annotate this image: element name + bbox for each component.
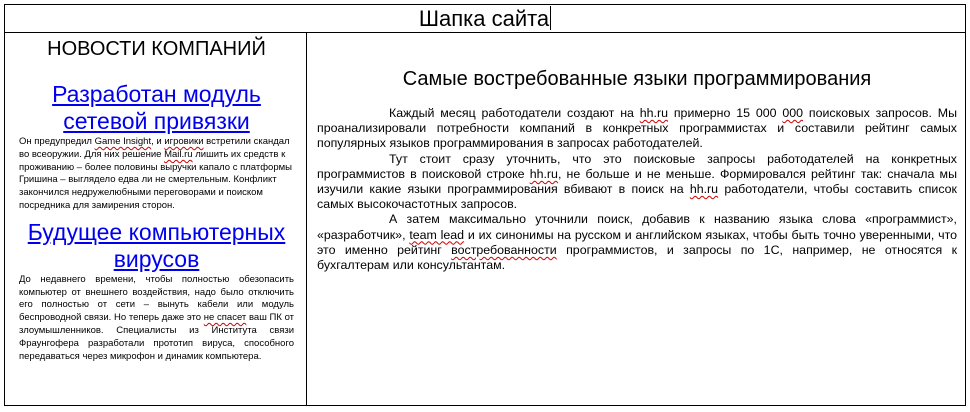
article-term-spellcheck: hh.ru xyxy=(689,182,719,197)
article-term-spellcheck: hh.ru xyxy=(639,106,669,120)
news-term-spellcheck: игровики xyxy=(164,136,204,147)
news-text-segment: , и xyxy=(151,136,165,147)
news-text-segment: лишить их средств к проживанию – более половины выручки капало с платформы Гришина – выглядело едва ли не смертельным. Конфликт закончился недружелюбными переговорами и поиском посредника для замирения сторон. xyxy=(19,148,292,211)
article-content xyxy=(307,33,965,405)
article-title: Самые востребованные языки программирования xyxy=(402,68,872,90)
article-text-segment: и их синонимы на русском и английском языках, чтобы быть точно уверенными, что это именно рейтинг xyxy=(317,227,957,257)
article-term-spellcheck: востребованности xyxy=(451,242,557,257)
article-text-segment: Тут стоит сразу уточнить, что это поисковые запросы работодателей на конкретных программистов в поисковой строке xyxy=(317,151,957,181)
article-text-segment: А затем максимально уточнили поиск, добавив к названию языка слова «программист», «разработчик», xyxy=(317,212,957,242)
news-text-segment: встретили скандал во всеоружии. Для них решение xyxy=(19,136,290,160)
article-text-segment: работодатели, чтобы составить список самых высокочастотных запросов. xyxy=(317,182,957,212)
text-cursor xyxy=(550,6,551,30)
site-header xyxy=(5,5,965,33)
article-text-segment: поисковых запросов. Мы проанализировали потребности компаний в конкретных программистах и составили рейтинг самых популярных языков программирования в запросах работодателей. xyxy=(317,106,957,151)
news-text-segment: До недавнего времени, чтобы полностью обезопасить компьютер от внешнего воздействия, надо было отключить его полностью от сети – вынуть кабели или модуль беспроводной связи. Но теперь даже это xyxy=(19,273,294,324)
sidebar-title: НОВОСТИ КОМПАНИЙ xyxy=(47,38,266,60)
news-term-spellcheck: Game Insight xyxy=(94,136,152,147)
article-text-segment: примерно 15 000 xyxy=(668,106,783,120)
article-term-spellcheck: hh.ru xyxy=(529,166,558,181)
article-term-spellcheck: team lead xyxy=(409,227,465,242)
news-headline-network-module[interactable]: Разработан модуль сетевой привязки xyxy=(52,81,261,134)
article-paragraph-3 xyxy=(317,212,957,273)
news-text-network-module xyxy=(19,136,294,213)
article-paragraph-1 xyxy=(317,106,957,152)
news-headline-computer-viruses[interactable]: Будущее компьютерных вирусов xyxy=(27,218,286,272)
news-text-segment: ваш ПК от злоумышленников. Специалисты из Института связи Фраунгофера разработали прототип вируса, способного передаваться через микрофон и динамик компьютера. xyxy=(19,312,294,362)
article-text-segment: , не больше и не меньше. Формировался рейтинг так: сначала мы изучили какие языки программирования вбивают в поиск на xyxy=(317,166,957,197)
page-layout-table xyxy=(4,4,966,406)
article-text-segment: программистов, и запросы по 1С, например, не относятся к бухгалтерам или консультантам. xyxy=(317,242,957,273)
site-header-title: Шапка сайта xyxy=(418,6,550,31)
article-term-spellcheck: 000 xyxy=(782,106,804,120)
news-term-spellcheck: не спасет xyxy=(203,312,247,324)
article-text-segment: Каждый месяц работодатели создают на xyxy=(389,106,640,120)
news-term-spellcheck: Mail.ru xyxy=(164,148,193,160)
article-paragraph-2 xyxy=(317,152,957,213)
company-news-sidebar xyxy=(5,33,307,405)
news-text-segment: Он предупредил xyxy=(19,136,95,147)
news-text-computer-viruses xyxy=(19,274,294,364)
